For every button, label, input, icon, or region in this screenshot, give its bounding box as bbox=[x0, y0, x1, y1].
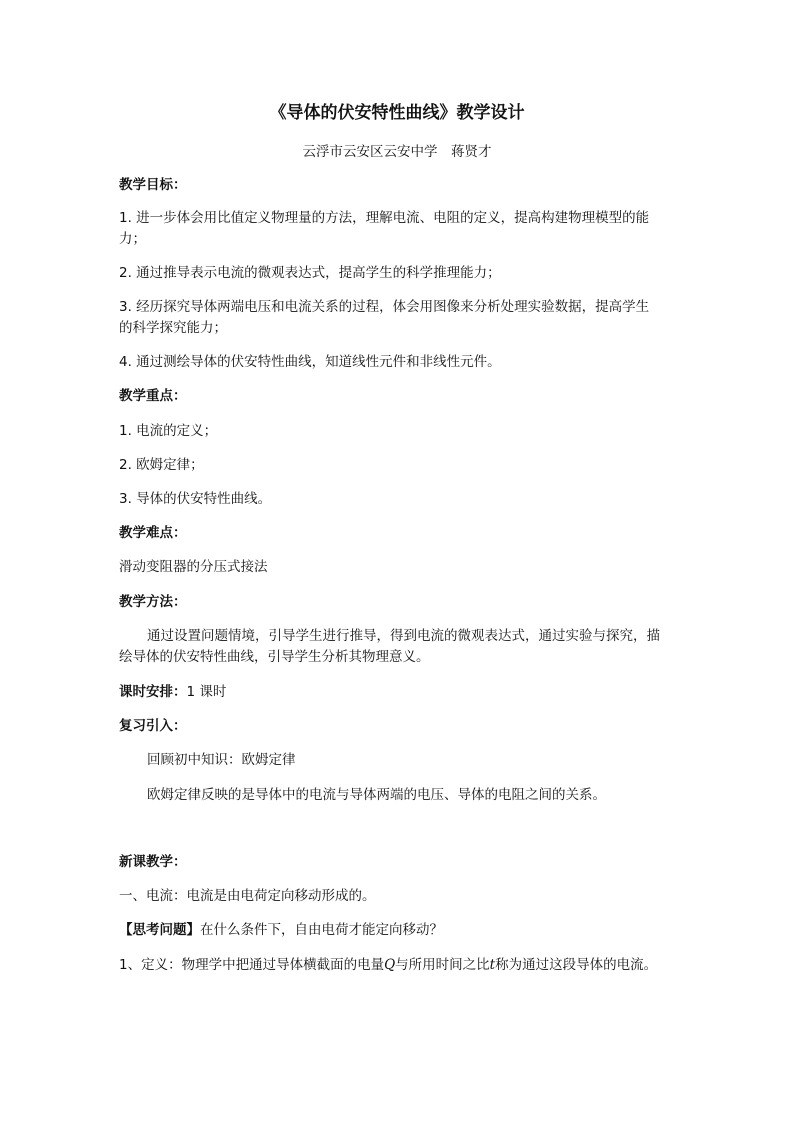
method-heading: 教学方法： bbox=[119, 594, 187, 610]
schedule-heading: 课时安排： bbox=[119, 684, 187, 700]
review-heading: 复习引入： bbox=[119, 718, 187, 734]
key-point-3: 3. 导体的伏安特性曲线。 bbox=[119, 491, 272, 507]
review-line-2: 欧姆定律反映的是导体中的电流与导体两端的电压、导体的电阻之间的关系。 bbox=[147, 787, 606, 803]
think-question bbox=[119, 920, 679, 941]
method-line-2: 绘导体的伏安特性曲线，引导学生分析其物理意义。 bbox=[119, 649, 430, 665]
objective-1-line-2: 力； bbox=[119, 231, 146, 247]
think-text: 在什么条件下，自由电荷才能定向移动？ bbox=[200, 922, 443, 938]
definition-part-3: 称为通过这段导体的电流。 bbox=[495, 957, 658, 973]
review-line-1: 回顾初中知识：欧姆定律 bbox=[147, 752, 296, 768]
objective-1-line-1: 1. 进一步体会用比值定义物理量的方法，理解电流、电阻的定义，提高构建物理模型的能 bbox=[119, 210, 650, 226]
definition-part-2: 与所用时间之比 bbox=[395, 957, 490, 973]
definition-part-1: 1、定义：物理学中把通过导体横截面的电量 bbox=[119, 957, 385, 973]
document-title: 《导体的伏安特性曲线》教学设计 bbox=[269, 103, 525, 123]
key-point-2: 2. 欧姆定律； bbox=[119, 457, 204, 473]
charge-symbol: Q bbox=[384, 957, 396, 973]
key-points-heading: 教学重点： bbox=[119, 388, 187, 404]
schedule-line bbox=[119, 682, 679, 703]
objective-4: 4. 通过测绘导体的伏安特性曲线，知道线性元件和非线性元件。 bbox=[119, 354, 501, 370]
difficulty-heading: 教学难点： bbox=[119, 525, 187, 541]
method-line-1: 通过设置问题情境，引导学生进行推导，得到电流的微观表达式，通过实验与探究，描 bbox=[147, 628, 660, 644]
difficulty-text: 滑动变阻器的分压式接法 bbox=[119, 559, 268, 575]
objective-3-line-1: 3. 经历探究导体两端电压和电流关系的过程，体会用图像来分析处理实验数据，提高学生 bbox=[119, 299, 650, 315]
objectives-heading: 教学目标： bbox=[119, 177, 187, 193]
new-lesson-heading: 新课教学： bbox=[119, 854, 187, 870]
current-definition bbox=[119, 955, 679, 976]
key-point-1: 1. 电流的定义； bbox=[119, 423, 218, 439]
current-intro: 一、电流：电流是由电荷定向移动形成的。 bbox=[119, 888, 376, 904]
objective-3-line-2: 的科学探究能力； bbox=[119, 320, 227, 336]
think-label: 【思考问题】 bbox=[119, 922, 200, 938]
document-author: 云浮市云安区云安中学 蒋贤才 bbox=[302, 144, 492, 160]
schedule-value: 1 课时 bbox=[186, 684, 227, 700]
objective-2: 2. 通过推导表示电流的微观表达式，提高学生的科学推理能力； bbox=[119, 265, 501, 281]
time-symbol: t bbox=[489, 957, 496, 973]
